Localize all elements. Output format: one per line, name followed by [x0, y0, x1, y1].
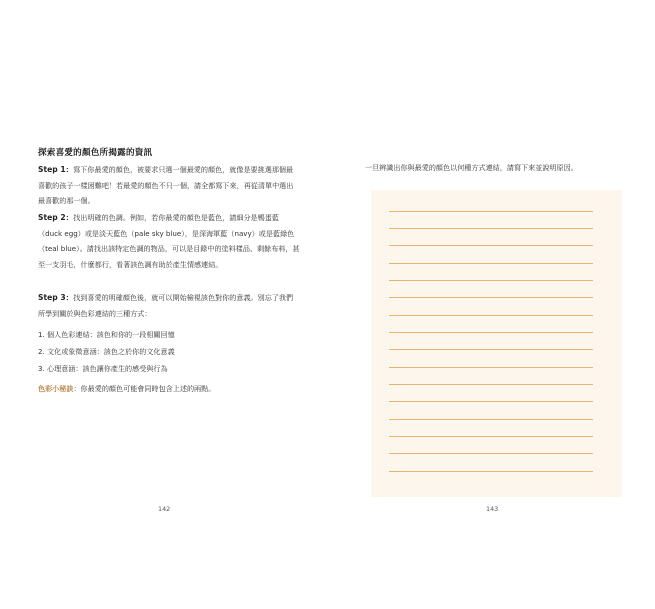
list-item: 2. 文化或象徵意涵：該色之於你的文化意義	[38, 347, 175, 356]
step-2-text: 找出明確的色調。例如，若你最愛的顏色是藍色，請細分是鴨蛋藍（duck egg）或是淡天藍色（pale sky blue），是深海軍藍（navy）或是藍綠色（teal blue）。請找出該特定色調的物品，可以是目錄中的塗料樣品、剩餘布料，甚至一支羽毛，什麼都行，看著該色調有助於產生情感連結。	[38, 213, 300, 269]
step-3-label: Step 3：	[38, 293, 74, 302]
writing-line	[389, 315, 593, 316]
step-1-text: 寫下你最愛的顏色，被要求只選一個最愛的顏色，就像是要挑選那個最喜歡的孩子一樣困難吧！若最愛的顏色不只一個，請全都寫下來，再從清單中選出最喜歡的那一個。	[38, 165, 294, 206]
writing-line	[389, 332, 593, 333]
step-1-paragraph	[38, 162, 300, 209]
step-2-paragraph	[38, 210, 300, 272]
step-3-text: 找到喜愛的明確顏色後，就可以開始檢視該色對你的意義。別忘了我們所學到關於與色彩連結的三種方式：	[38, 293, 294, 318]
list-item: 3. 心理意涵：該色讓你產生的感受與行為	[38, 364, 168, 373]
writing-line	[389, 349, 593, 350]
right-page	[327, 0, 655, 609]
writing-line	[389, 436, 593, 437]
writing-line	[389, 471, 593, 472]
list-item: 1. 個人色彩連結：該色和你的一段相關回憶	[38, 330, 175, 339]
writing-line	[389, 419, 593, 420]
writing-area[interactable]	[371, 190, 622, 497]
writing-line	[389, 384, 593, 385]
writing-line	[389, 280, 593, 281]
writing-line	[389, 211, 593, 212]
step-1-label: Step 1：	[38, 165, 74, 174]
page-number: 142	[158, 505, 171, 513]
step-3-paragraph	[38, 290, 300, 321]
section-title: 探索喜愛的顏色所揭露的資訊	[38, 148, 153, 158]
tip-label: 色彩小秘訣	[38, 384, 74, 393]
writing-line	[389, 245, 593, 246]
writing-prompt: 一旦辨識出你與最愛的顏色以何種方式連結，請寫下來並說明原因。	[365, 163, 578, 172]
writing-line	[389, 263, 593, 264]
page-number: 143	[486, 505, 499, 513]
step-2-label: Step 2：	[38, 213, 74, 222]
writing-line	[389, 228, 593, 229]
color-tip	[38, 384, 215, 394]
writing-line	[389, 297, 593, 298]
tip-text: ：你最愛的顏色可能會同時包含上述的兩點。	[73, 384, 216, 393]
writing-line	[389, 401, 593, 402]
writing-line	[389, 453, 593, 454]
writing-line	[389, 367, 593, 368]
left-page	[0, 0, 327, 609]
